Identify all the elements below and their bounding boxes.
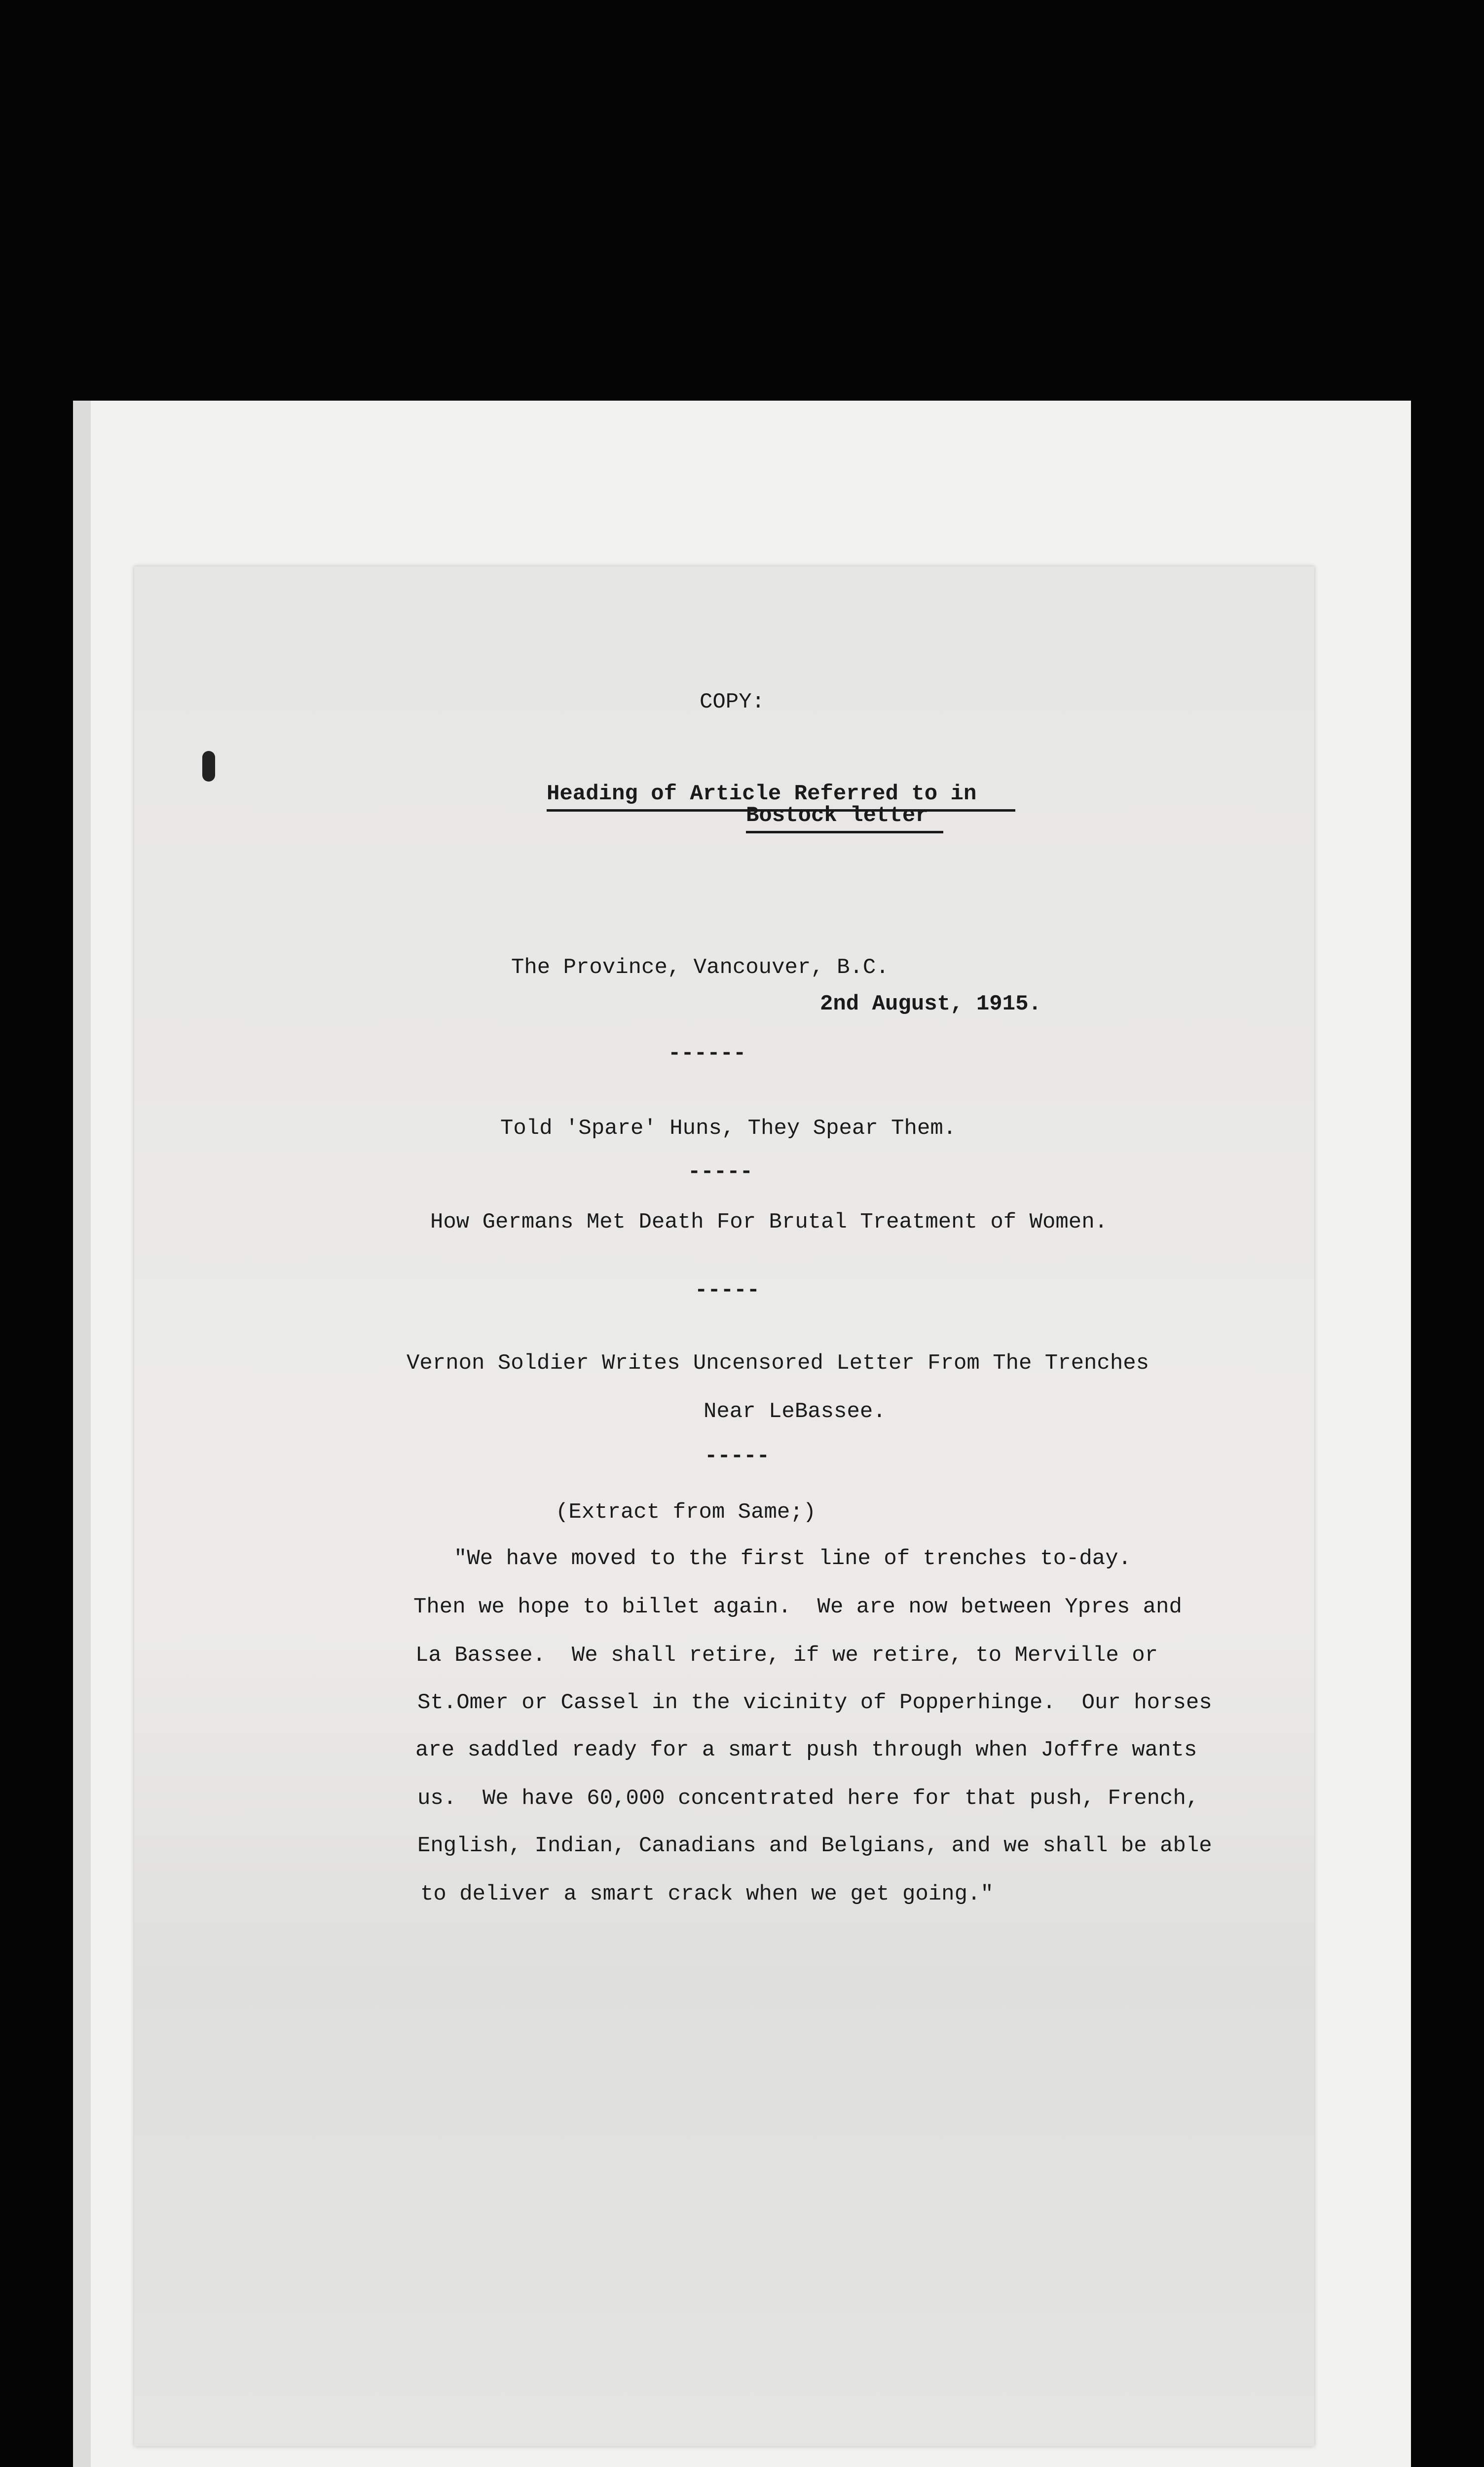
article-heading-line2: Bostock letter xyxy=(746,803,928,828)
body-line: to deliver a smart crack when we get going." xyxy=(420,1882,994,1906)
body-line: "We have moved to the first line of trenches to-day. xyxy=(454,1546,1132,1571)
headline-1: Told 'Spare' Huns, They Spear Them. xyxy=(500,1116,957,1141)
source-line2: 2nd August, 1915. xyxy=(820,992,1041,1016)
headline-3-line1: Vernon Soldier Writes Uncensored Letter From The Trenches xyxy=(407,1351,1150,1376)
source-line1: The Province, Vancouver, B.C. xyxy=(511,955,889,980)
separator-3: ----- xyxy=(695,1278,760,1303)
body-line: La Bassee. We shall retire, if we retire, to Merville or xyxy=(415,1643,1158,1668)
separator-4: ----- xyxy=(705,1444,770,1468)
body-line: Then we hope to billet again. We are now between Ypres and xyxy=(413,1595,1182,1619)
separator: ------ xyxy=(668,1041,746,1066)
body-line: English, Indian, Canadians and Belgians, and we shall be able xyxy=(417,1833,1212,1858)
separator-2: ----- xyxy=(688,1159,753,1184)
body-line: are saddled ready for a smart push through when Joffre wants xyxy=(415,1738,1197,1762)
headline-2: How Germans Met Death For Brutal Treatment of Women. xyxy=(430,1210,1108,1234)
headline-3-line2: Near LeBassee. xyxy=(704,1399,886,1424)
heading-underline-2 xyxy=(746,831,943,833)
article-heading-line1: Heading of Article Referred to in xyxy=(547,782,977,806)
punch-hole xyxy=(202,751,215,782)
extract-label: (Extract from Same;) xyxy=(556,1500,816,1525)
copy-heading: COPY: xyxy=(700,690,765,714)
body-line: us. We have 60,000 concentrated here for that push, French, xyxy=(417,1786,1199,1811)
body-line: St.Omer or Cassel in the vicinity of Popperhinge. Our horses xyxy=(417,1690,1212,1715)
